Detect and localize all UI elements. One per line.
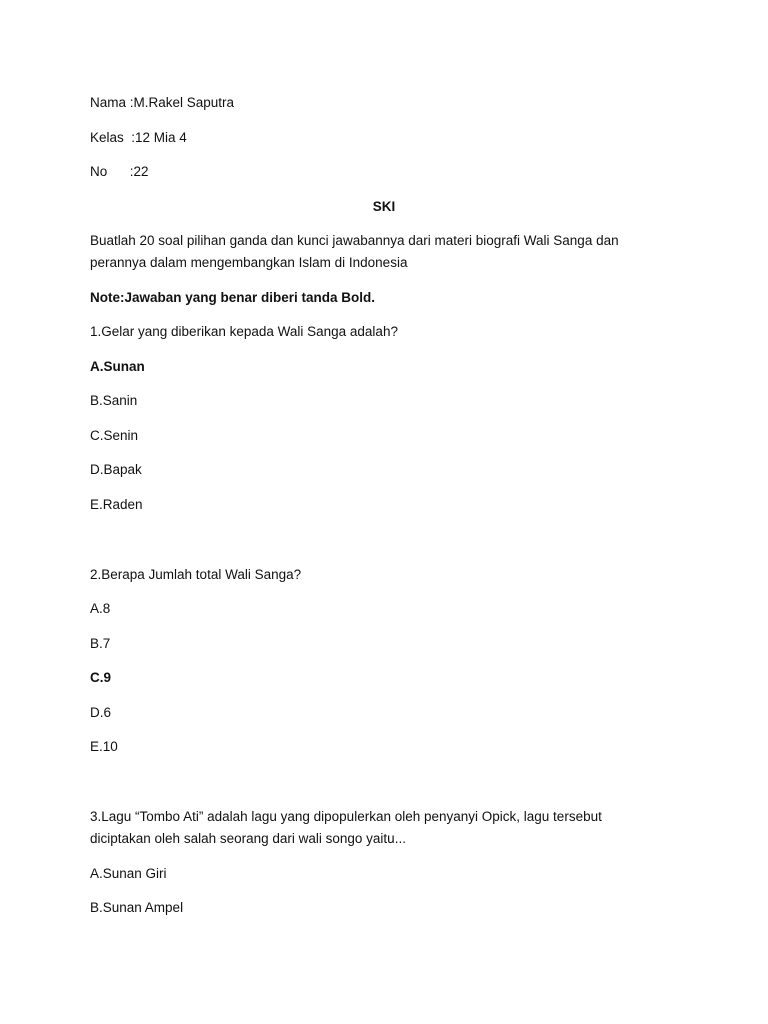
q1-option-a-correct: A.Sunan: [90, 359, 145, 374]
page-title: SKI: [372, 199, 396, 214]
question-3-line-1: 3.Lagu “Tombo Ati” adalah lagu yang dipopulerkan oleh penyanyi Opick, lagu tersebut: [90, 809, 602, 824]
student-name: Nama :M.Rakel Saputra: [90, 95, 235, 110]
q2-option-d: D.6: [90, 705, 112, 720]
q2-option-a: A.8: [90, 601, 111, 616]
student-number: No :22: [90, 164, 149, 179]
q3-option-a: A.Sunan Giri: [90, 866, 167, 881]
q2-option-e: E.10: [90, 739, 118, 754]
instruction-line-2: perannya dalam mengembangkan Islam di Indonesia: [90, 255, 408, 270]
q1-option-c: C.Senin: [90, 428, 139, 443]
q3-option-b: B.Sunan Ampel: [90, 900, 184, 915]
question-2: 2.Berapa Jumlah total Wali Sanga?: [90, 567, 302, 582]
note: Note:Jawaban yang benar diberi tanda Bold.: [90, 290, 376, 305]
q1-option-e: E.Raden: [90, 497, 143, 512]
q1-option-d: D.Bapak: [90, 462, 142, 477]
question-3-line-2: diciptakan oleh salah seorang dari wali songo yaitu...: [90, 831, 406, 846]
question-1: 1.Gelar yang diberikan kepada Wali Sanga adalah?: [90, 324, 398, 339]
q1-option-b: B.Sanin: [90, 393, 138, 408]
student-class: Kelas :12 Mia 4: [90, 130, 187, 145]
q2-option-b: B.7: [90, 636, 111, 651]
q2-option-c-correct: C.9: [90, 670, 112, 685]
instruction-line-1: Buatlah 20 soal pilihan ganda dan kunci jawabannya dari materi biografi Wali Sanga dan: [90, 233, 619, 248]
